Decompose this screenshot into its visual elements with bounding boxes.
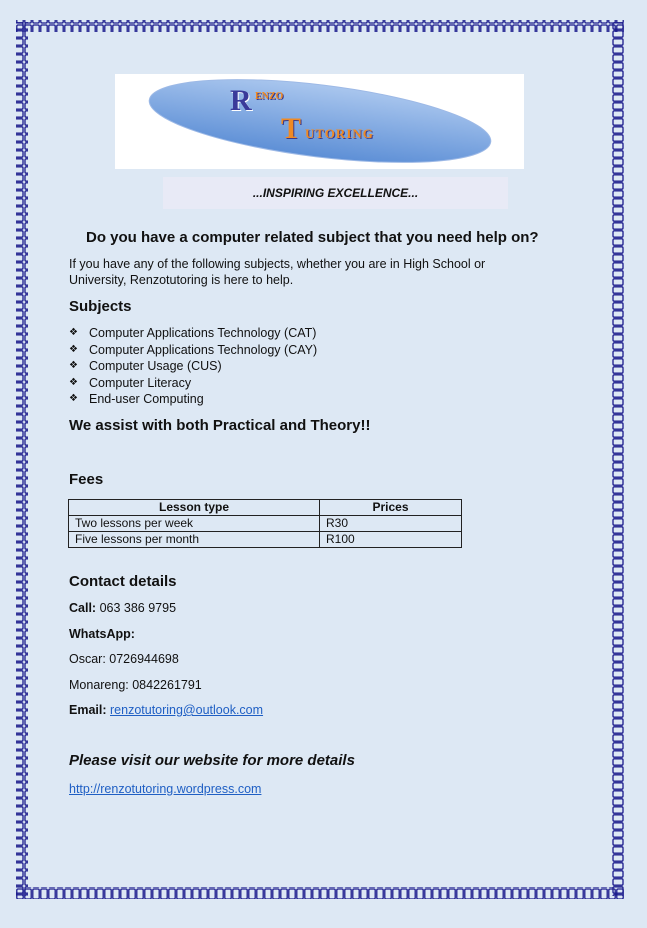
whatsapp-label: WhatsApp:	[69, 627, 135, 641]
website-line	[69, 782, 261, 796]
website-prompt: Please visit our website for more details	[69, 752, 355, 769]
oscar-contact: Oscar: 0726944698	[69, 652, 179, 666]
contact-heading: Contact details	[69, 573, 177, 590]
email-label: Email:	[69, 703, 107, 717]
assist-statement: We assist with both Practical and Theory!!	[69, 417, 371, 434]
subject-label: End-user Computing	[89, 392, 204, 407]
subject-label: Computer Usage (CUS)	[89, 359, 222, 374]
subject-label: Computer Literacy	[89, 375, 192, 390]
logo-letter-r: R	[230, 84, 252, 117]
subject-label: Computer Applications Technology (CAT)	[89, 326, 317, 340]
list-item	[69, 325, 317, 342]
diamond-bullet-icon: ❖	[69, 393, 78, 405]
list-item	[69, 375, 317, 392]
table-header-row	[69, 500, 462, 516]
subject-label: Computer Applications Technology (CAY)	[89, 342, 318, 357]
diamond-bullet-icon: ❖	[69, 376, 78, 388]
tagline	[163, 177, 508, 209]
tagline-text: ...INSPIRING EXCELLENCE...	[252, 186, 419, 200]
logo-enzo: ENZO	[255, 91, 284, 102]
email-line	[69, 703, 263, 717]
call-label: Call:	[69, 601, 97, 615]
list-item	[69, 342, 317, 359]
call-line	[69, 601, 176, 615]
subjects-heading: Subjects	[69, 298, 132, 315]
intro-paragraph: If you have any of the following subjects, whether you are in High School or University, Renzotutoring is here to help.	[69, 257, 486, 287]
table-row	[69, 532, 462, 548]
logo-letter-t: T	[281, 112, 302, 145]
whatsapp-label-line	[69, 627, 135, 641]
list-item	[69, 391, 317, 408]
lesson-type-cell: Five lessons per month	[69, 532, 320, 548]
logo	[115, 74, 524, 169]
lesson-type-cell: Two lessons per week	[69, 516, 320, 532]
fees-table	[68, 499, 462, 548]
price-cell: R100	[320, 532, 462, 548]
diamond-bullet-icon: ❖	[69, 343, 78, 355]
monareng-contact: Monareng: 0842261791	[69, 678, 202, 692]
call-number: 063 386 9795	[99, 601, 177, 615]
price-cell: R30	[320, 516, 462, 532]
column-header-lesson-type: Lesson type	[69, 500, 320, 516]
diamond-bullet-icon: ❖	[69, 327, 78, 338]
table-row	[69, 516, 462, 532]
logo-ellipse	[145, 78, 495, 164]
fees-heading: Fees	[69, 471, 104, 488]
list-item	[69, 358, 317, 375]
website-link[interactable]: http://renzotutoring.wordpress.com	[69, 782, 262, 796]
headline: Do you have a computer related subject that you need help on?	[86, 229, 539, 246]
diamond-bullet-icon: ❖	[69, 360, 78, 372]
subjects-list	[69, 325, 317, 408]
email-link[interactable]: renzotutoring@outlook.com	[110, 703, 264, 717]
column-header-prices: Prices	[320, 500, 462, 516]
logo-utoring: UTORING	[305, 126, 374, 141]
